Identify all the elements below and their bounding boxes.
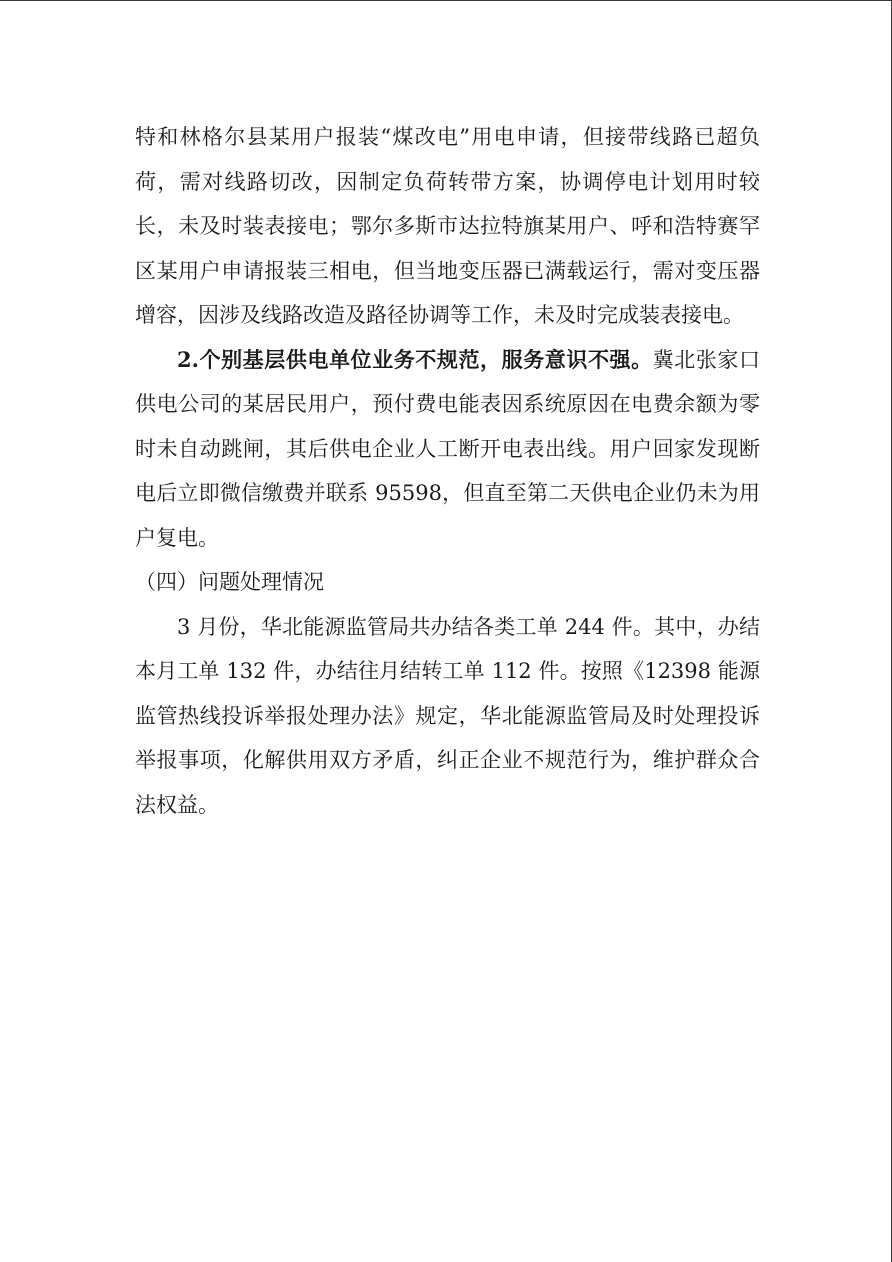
paragraph-continuation: 特和林格尔县某用户报装“煤改电”用电申请，但接带线路已超负荷，需对线路切改，因制定负荷转带方案，协调停电计划用时较长，未及时装表接电；鄂尔多斯市达拉特旗某用户、呼和浩特赛罕区某用户申请报装三相电，但当地变压器已满载运行，需对变压器增容，因涉及线路改造及路径协调等工作，未及时完成装表接电。 bbox=[135, 125, 760, 327]
item-2-heading: 2.个别基层供电单位业务不规范，服务意识不强。 bbox=[177, 346, 653, 372]
paragraph-handling-summary: 3 月份，华北能源监管局共办结各类工单 244 件。其中，办结本月工单 132 件，办结往月结转工单 112 件。按照《12398 能源监管热线投诉举报处理办法》规定，华北能源监管局及时处理投诉举报事项，化解供用双方矛盾，纠正企业不规范行为，维护群众合法权益。 bbox=[135, 614, 760, 817]
item-2-text: 冀北张家口供电公司的某居民用户，预付费电能表因系统原因在电费余额为零时未自动跳闸，其后供电企业人工断开电表出线。用户回家发现断电后立即微信缴费并联系 95598，但直至第二天供电企业仍未为用户复电。 bbox=[135, 347, 761, 550]
paragraph-item-2 bbox=[135, 338, 760, 561]
section-heading-4: （四）问题处理情况 bbox=[135, 570, 324, 594]
document-body bbox=[135, 115, 760, 827]
